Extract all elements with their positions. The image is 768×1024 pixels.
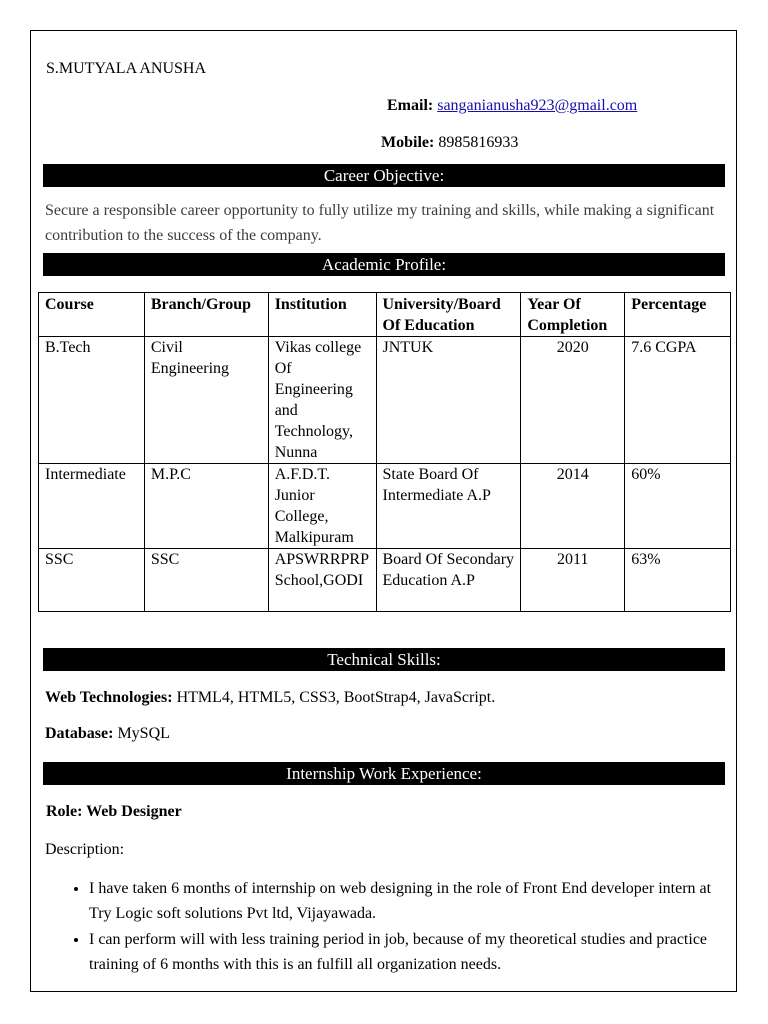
web-technologies-label: Web Technologies: xyxy=(45,689,173,706)
career-objective-heading: Career Objective: xyxy=(43,164,725,187)
web-technologies-line xyxy=(45,689,495,707)
column-header: Course xyxy=(39,293,145,337)
table-row xyxy=(39,337,731,464)
list-item: • I have taken 6 months of internship on web designing in the role of Front End developer intern at Try Logic soft solutions Pvt ltd, Vijayawada. xyxy=(89,876,725,926)
career-objective-text: Secure a responsible career opportunity to fully utilize my training and skills, while making a significant contribution to the success of the company. xyxy=(45,202,715,244)
table-cell: Intermediate xyxy=(39,464,145,549)
list-item: • I can perform will with less training period in job, because of my theoretical studies and practice training of 6 months with this is an fulfill all organization needs. xyxy=(89,927,725,977)
academic-table xyxy=(38,292,731,612)
table-cell: SSC xyxy=(39,549,145,612)
table-cell: JNTUK xyxy=(376,337,521,464)
role-title: Role: Web Designer xyxy=(46,803,182,820)
table-cell: 2011 xyxy=(521,549,625,612)
mobile-value: 8985816933 xyxy=(438,134,519,151)
table-cell: 7.6 CGPA xyxy=(625,337,731,464)
table-cell: A.F.D.T. Junior College, Malkipuram xyxy=(268,464,376,549)
table-cell: 60% xyxy=(625,464,731,549)
table-cell: B.Tech xyxy=(39,337,145,464)
email-line xyxy=(387,97,637,115)
column-header: Percentage xyxy=(625,293,731,337)
table-cell: 2020 xyxy=(521,337,625,464)
academic-profile-heading: Academic Profile: xyxy=(43,253,725,276)
database-value: MySQL xyxy=(117,725,170,742)
table-cell: SSC xyxy=(144,549,268,612)
table-row xyxy=(39,464,731,549)
email-label: Email: xyxy=(387,97,434,114)
table-cell: Board Of Secondary Education A.P xyxy=(376,549,521,612)
table-row xyxy=(39,549,731,612)
table-cell: APSWRRPRP School,GODI xyxy=(268,549,376,612)
table-cell: 63% xyxy=(625,549,731,612)
candidate-name: S.MUTYALA ANUSHA xyxy=(46,60,207,77)
mobile-label: Mobile: xyxy=(381,134,435,151)
technical-skills-heading: Technical Skills: xyxy=(43,648,725,671)
table-header-row xyxy=(39,293,731,337)
table-cell: M.P.C xyxy=(144,464,268,549)
description-list xyxy=(45,876,725,978)
column-header: University/Board Of Education xyxy=(376,293,521,337)
description-label: Description: xyxy=(45,841,125,858)
email-link[interactable]: sanganianusha923@gmail.com xyxy=(437,97,638,114)
table-cell: State Board Of Intermediate A.P xyxy=(376,464,521,549)
table-cell: Civil Engineering xyxy=(144,337,268,464)
internship-heading: Internship Work Experience: xyxy=(43,762,725,785)
database-label: Database: xyxy=(45,725,114,742)
mobile-line xyxy=(381,134,518,152)
table-cell: 2014 xyxy=(521,464,625,549)
column-header: Branch/Group xyxy=(144,293,268,337)
database-line xyxy=(45,725,170,743)
column-header: Institution xyxy=(268,293,376,337)
column-header: Year Of Completion xyxy=(521,293,625,337)
web-technologies-value: HTML4, HTML5, CSS3, BootStrap4, JavaScript. xyxy=(176,689,496,706)
table-cell: Vikas college Of Engineering and Technology, Nunna xyxy=(268,337,376,464)
